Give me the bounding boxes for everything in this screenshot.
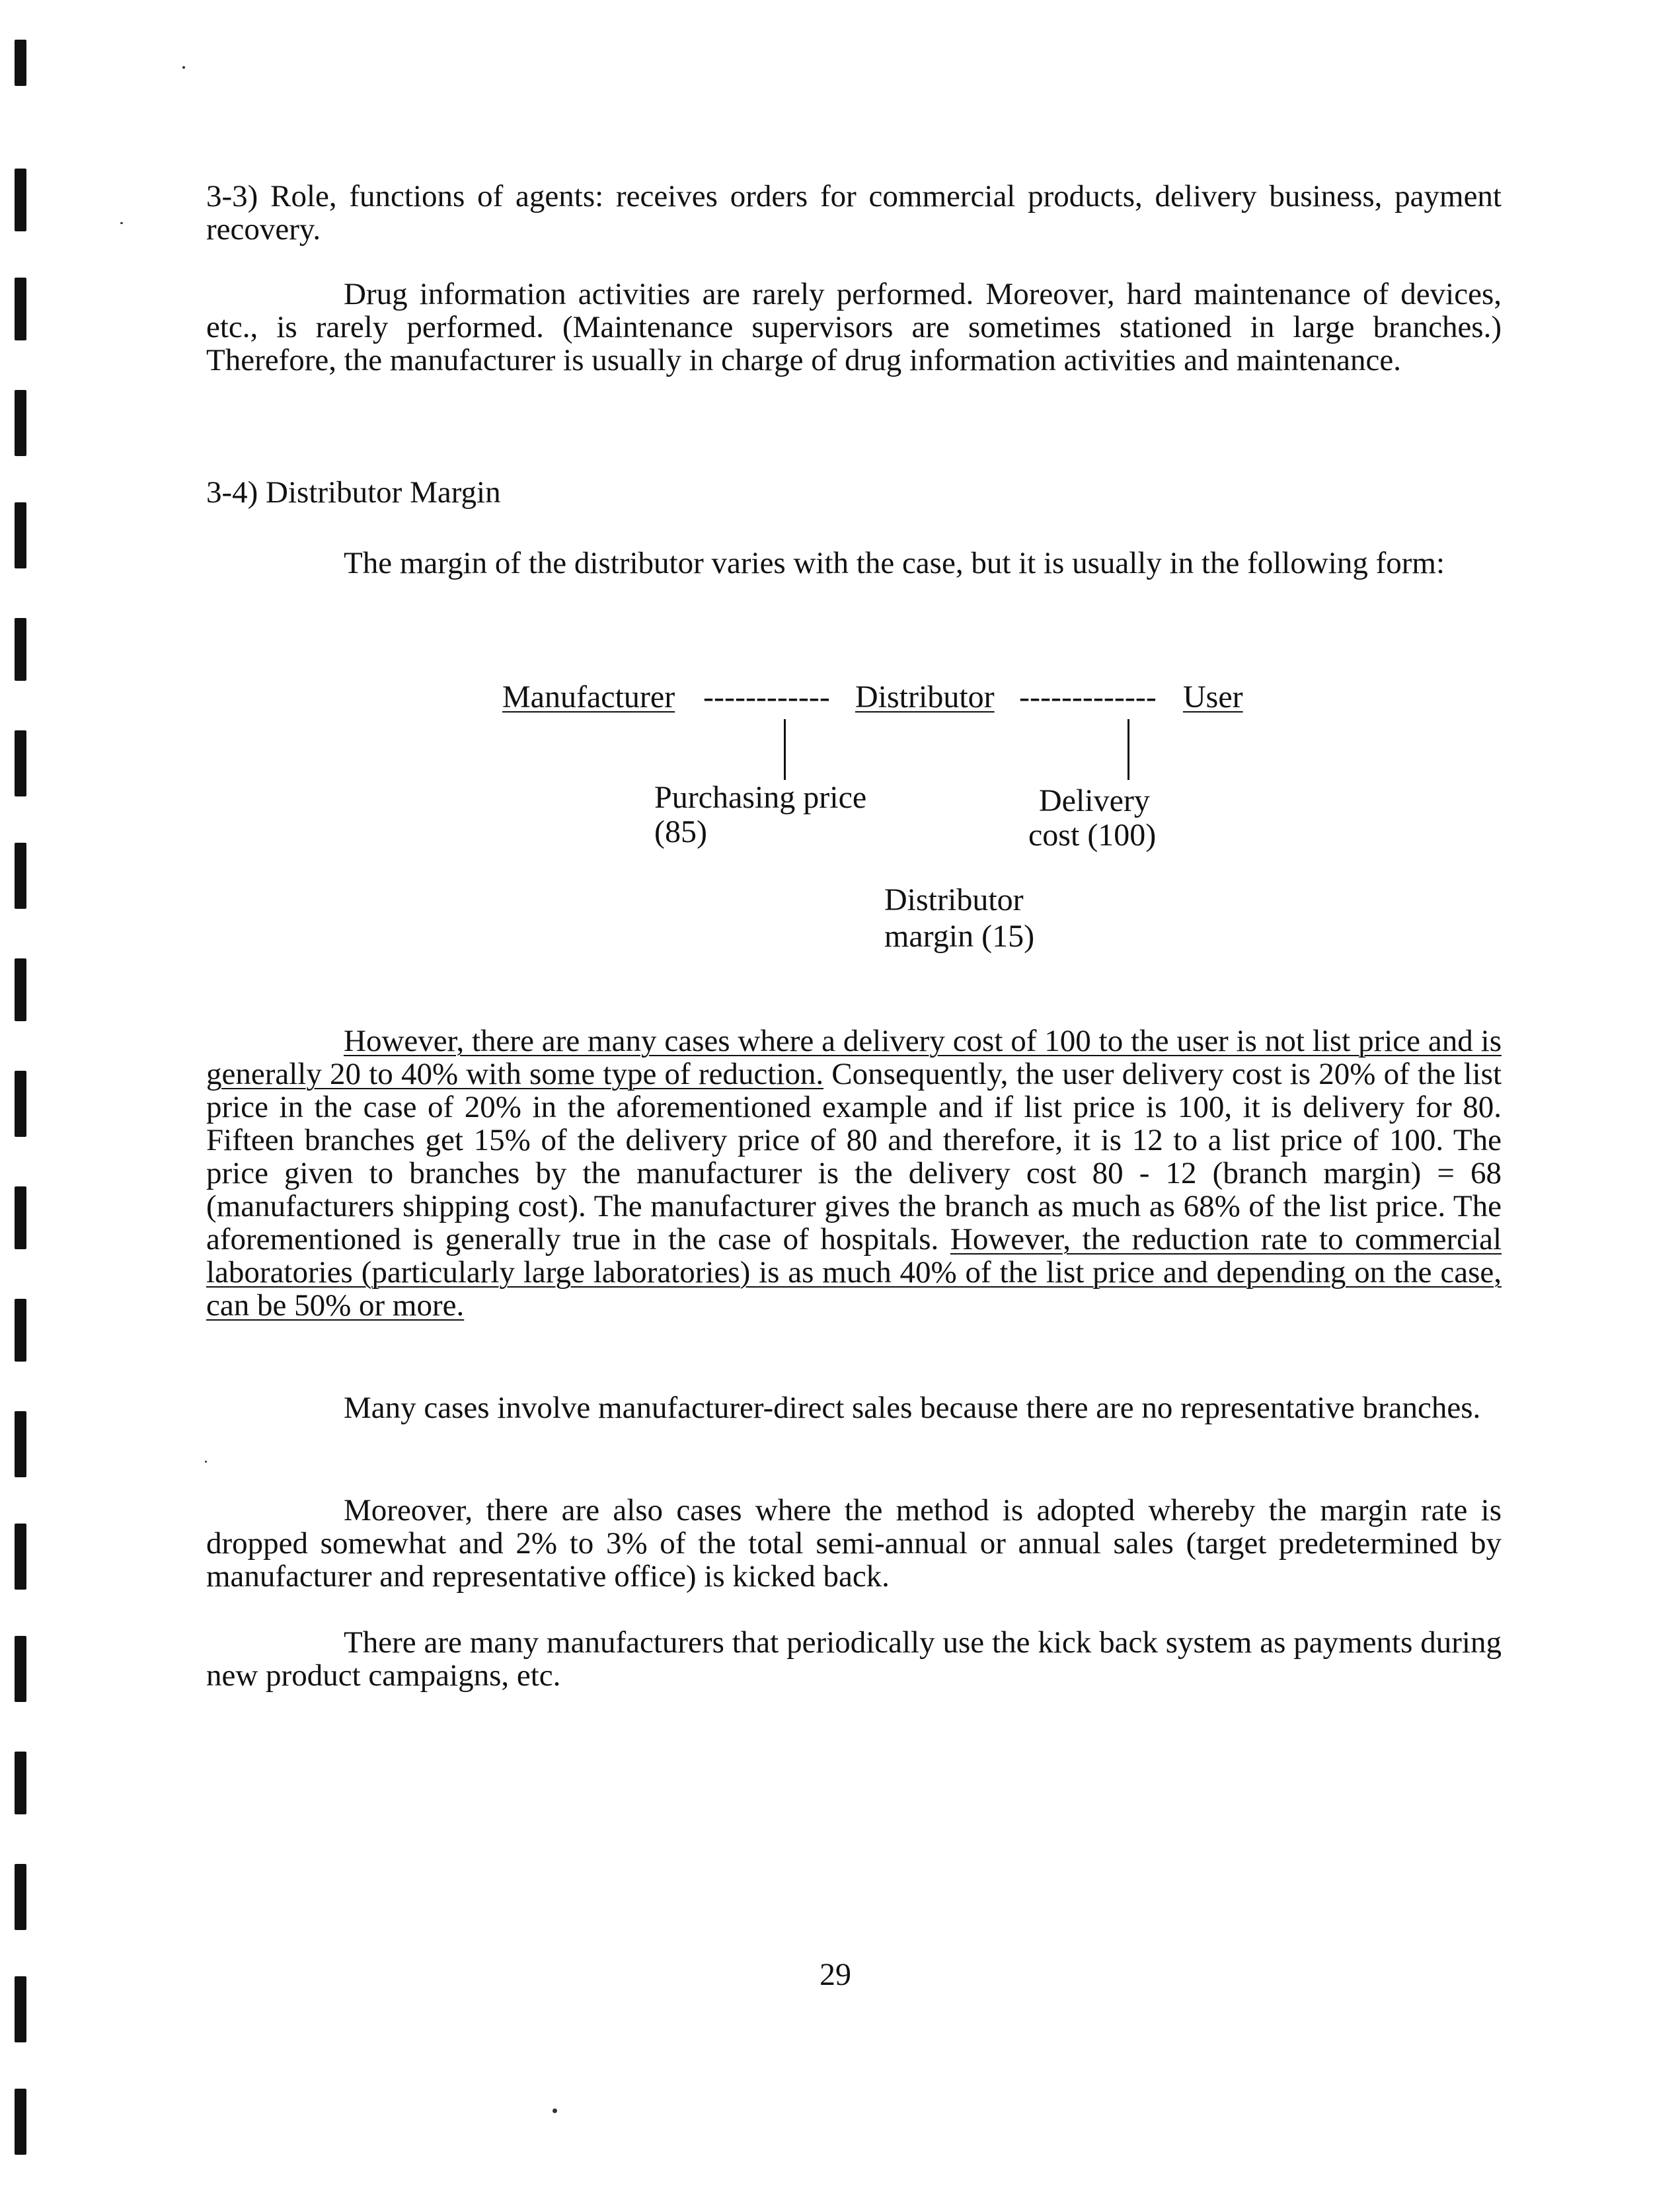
- diagram-node-user: User: [1183, 679, 1243, 715]
- paragraph-however-body: Consequently, the user delivery cost is 20% of the list price in the case of 20% in the aforementioned example and if list price is 100, it is delivery for 80. Fifteen branches get 15% of the delivery price of 80 and therefore, it is 12 to a list price of 100. The price given to branches by the manufacturer is the delivery cost 80 - 12 (branch margin) = 68 (manufacturers shipping cost). The manufacturer gives the branch as much as 68% of the list price. The aforementioned is generally true in the case of hospitals.: [206, 1057, 1502, 1256]
- binder-mark: [15, 843, 26, 909]
- section-3-3-heading: 3-3) Role, functions of agents: receives orders for commercial products, delivery business, payment recovery.: [206, 179, 1502, 247]
- paragraph-kickback: There are many manufacturers that periodically use the kick back system as payments during new product campaigns, etc.: [206, 1625, 1502, 1693]
- binder-mark: [15, 502, 26, 568]
- section-3-4-heading: 3-4) Distributor Margin: [206, 475, 501, 510]
- binder-mark: [15, 169, 26, 231]
- scan-speck: [182, 66, 185, 69]
- page-number: 29: [820, 1957, 851, 1992]
- underlined-passage: However, the reduction rate to commercial laboratories (particularly large laboratories) is as much 40% of the list price and depending on the case, can be 50% or more.: [206, 1222, 1502, 1323]
- scan-speck: [120, 222, 123, 224]
- scan-speck: [553, 2108, 557, 2113]
- diagram-purchasing-price-label: Purchasing price: [654, 780, 867, 815]
- diagram-connector-dashes: -------------: [1019, 679, 1157, 715]
- diagram-delivery-cost-label: Delivery: [1039, 783, 1150, 818]
- section-3-4-intro: The margin of the distributor varies with the case, but it is usually in the following form:: [344, 546, 1445, 580]
- binder-mark: [15, 1636, 26, 1702]
- paragraph-direct-sales: Many cases involve manufacturer-direct sales because there are no representative branches.: [344, 1391, 1481, 1425]
- paragraph-margin-rate: Moreover, there are also cases where the method is adopted whereby the margin rate is dropped somewhat and 2% to 3% of the total semi-annual or annual sales (target predetermined by manufacturer and representative office) is kicked back.: [206, 1493, 1502, 1594]
- diagram-delivery-cost-value: cost (100): [1028, 818, 1157, 853]
- binder-mark: [15, 2089, 26, 2155]
- diagram-node-manufacturer: Manufacturer: [502, 679, 675, 715]
- diagram-node-distributor: Distributor: [855, 679, 995, 715]
- binder-mark: [15, 1186, 26, 1249]
- diagram-distributor-margin-label: Distributor: [884, 882, 1024, 917]
- binder-mark: [15, 390, 26, 456]
- binder-mark: [15, 730, 26, 796]
- section-3-3-paragraph: Drug information activities are rarely performed. Moreover, hard maintenance of devices, etc., is rarely performed. (Maintenance supervisors are sometimes stationed in large branches.) Therefore, the manufacturer is usually in charge of drug information activities and maintenance.: [206, 277, 1502, 377]
- underlined-passage: However, there are many cases where a delivery cost of 100 to the user is not list price and is generally 20 to 40% with some type of reduction.: [206, 1024, 1502, 1091]
- diagram-distributor-margin-value: margin (15): [884, 919, 1035, 954]
- scan-speck: [205, 1461, 207, 1463]
- binder-mark: [15, 1524, 26, 1590]
- diagram-purchasing-price-value: (85): [654, 814, 707, 849]
- binder-mark: [15, 1411, 26, 1477]
- binder-mark: [15, 40, 26, 86]
- binder-mark: [15, 618, 26, 681]
- binder-mark: [15, 958, 26, 1021]
- diagram-connector-line: [1127, 719, 1129, 780]
- diagram-connector-dashes: ------------: [703, 679, 830, 715]
- binder-mark: [15, 1071, 26, 1137]
- binder-mark: [15, 1864, 26, 1930]
- binder-mark: [15, 1976, 26, 2042]
- paragraph-however: [206, 1024, 1502, 1322]
- binder-mark: [15, 1299, 26, 1362]
- binder-mark: [15, 278, 26, 340]
- diagram-connector-line: [784, 719, 786, 780]
- binder-mark: [15, 1752, 26, 1814]
